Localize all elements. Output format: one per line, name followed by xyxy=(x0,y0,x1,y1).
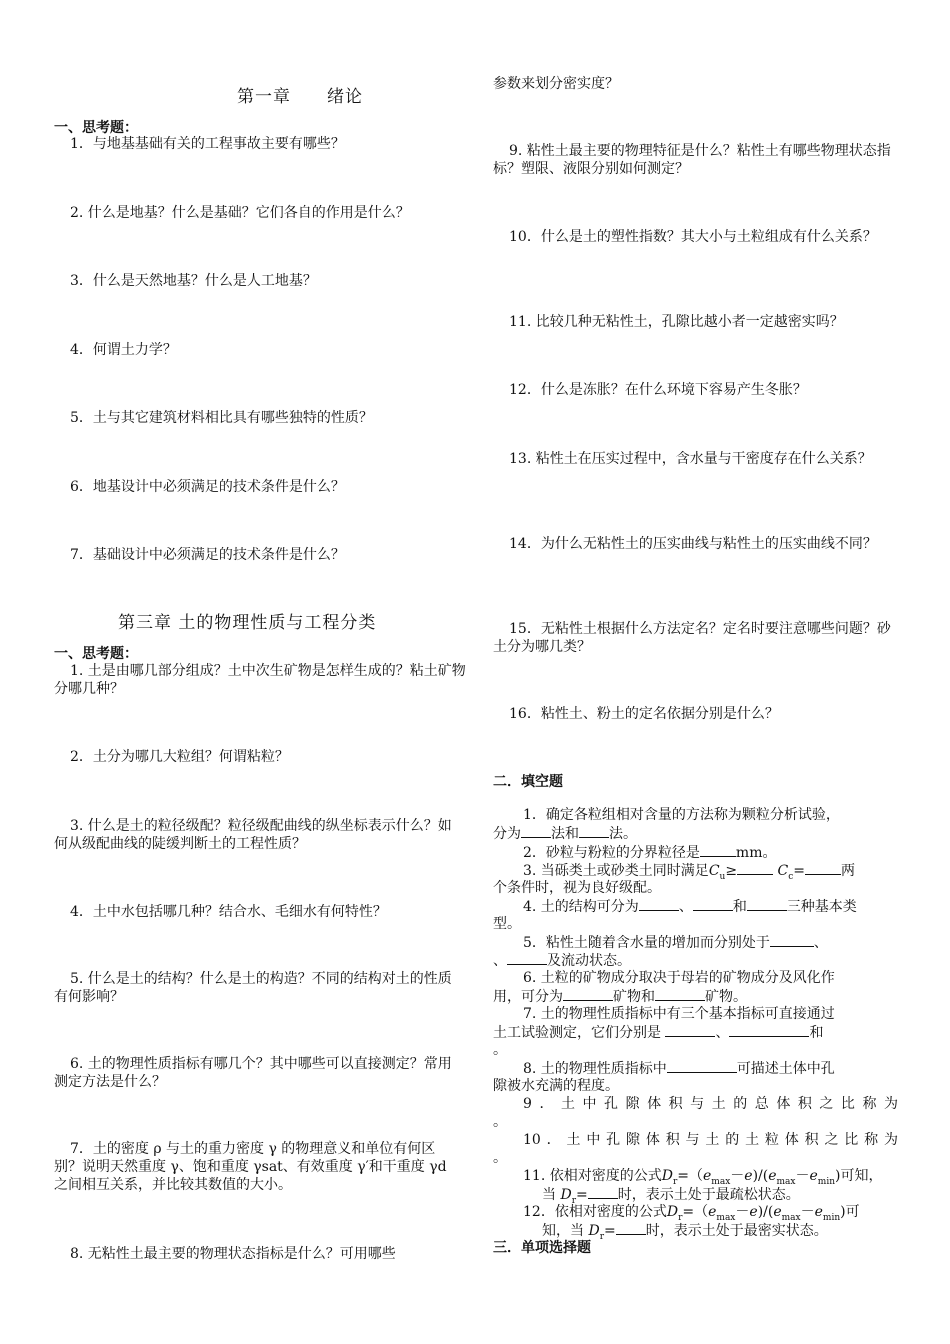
fill-item: 2．砂粒与粉粒的分界粒径是 mm。 xyxy=(523,845,777,861)
fill-item-line: 隙被水充满的程度。 xyxy=(493,1078,619,1094)
question-item: 11. 比较几种无粘性土，孔隙比越小者一定越密实吗？ xyxy=(509,314,844,330)
answer-blank[interactable] xyxy=(639,897,679,911)
answer-blank[interactable] xyxy=(737,861,773,875)
answer-blank[interactable] xyxy=(747,897,787,911)
question-item: 7．基础设计中必须满足的技术条件是什么？ xyxy=(70,547,345,563)
question-item: 9. 粘性土最主要的物理特征是什么？粘性土有哪些物理状态指标？塑限、液限分别如何测定？ xyxy=(493,143,891,177)
answer-blank[interactable] xyxy=(588,1185,618,1199)
chapter1-title: 第一章 绪论 xyxy=(237,87,363,107)
question-item: 1．与地基基础有关的工程事故主要有哪些？ xyxy=(70,136,345,152)
fill-item: 7. 土的物理性质指标中有三个基本指标可直接通过 xyxy=(523,1006,835,1022)
question-item: 8. 无粘性土最主要的物理状态指标是什么？可用哪些 xyxy=(70,1246,396,1262)
question-item: 5. 什么是土的结构？什么是土的构造？不同的结构对土的性质有何影响？ xyxy=(54,971,452,1005)
fill-item-line: 、 及流动状态。 xyxy=(493,953,631,969)
fill-item-line: 知，当 $D_r=$ 时，表示土处于最密实状态。 xyxy=(542,1223,828,1242)
fill-item-line: 。 xyxy=(493,1042,507,1058)
fill-item: 11. 依相对密度的公式$D_r=(e_{max}-e)/(e_{max}-e_{min})$可知， xyxy=(523,1168,883,1187)
question-item: 3. 什么是土的粒径级配？粒径级配曲线的纵坐标表示什么？如何从级配曲线的陡缓判断土的工程性质？ xyxy=(54,818,452,852)
answer-blank[interactable] xyxy=(770,933,814,947)
fill-item: 5．粘性土随着含水量的增加而分别处于 、 xyxy=(523,935,828,951)
fill-item: 12．依相对密度的公式$D_r=(e_{max}-e)/(e_{max}-e_{min})$可 xyxy=(523,1204,860,1223)
question-item: 12．什么是冻胀？在什么环境下容易产生冬胀？ xyxy=(509,382,807,398)
fill-item-line: 当 $D_r=$ 时，表示土处于最疏松状态。 xyxy=(542,1187,800,1206)
answer-blank[interactable] xyxy=(805,861,841,875)
answer-blank[interactable] xyxy=(507,951,547,965)
section-heading: 一、思考题： xyxy=(54,646,138,662)
fill-item: 10．土中孔隙体积与土的土粒体积之比称为 xyxy=(523,1132,898,1148)
question-item: 16．粘性土、粉土的定名依据分别是什么？ xyxy=(509,706,779,722)
answer-blank[interactable] xyxy=(665,1023,715,1037)
answer-blank[interactable] xyxy=(693,897,733,911)
question-item: 4．土中水包括哪几种？结合水、毛细水有何特性？ xyxy=(70,904,387,920)
answer-blank[interactable] xyxy=(700,843,736,857)
answer-blank[interactable] xyxy=(579,824,609,838)
question-item: 4．何谓土力学？ xyxy=(70,342,177,358)
fill-item: 9．土中孔隙体积与土的总体积之比称为 xyxy=(523,1096,898,1112)
fill-item-line: 分为 法和 法。 xyxy=(493,826,637,842)
question-continuation: 参数来划分密实度？ xyxy=(493,76,619,92)
question-item: 1. 土是由哪几部分组成？土中次生矿物是怎样生成的？粘土矿物分哪几种？ xyxy=(54,663,466,697)
question-item: 3．什么是天然地基？什么是人工地基？ xyxy=(70,273,317,289)
fill-item-line: 用，可分为 矿物和 矿物。 xyxy=(493,989,747,1005)
fill-item: 1．确定各粒组相对含量的方法称为颗粒分析试验， xyxy=(523,807,840,823)
question-item: 13. 粘性土在压实过程中，含水量与干密度存在什么关系？ xyxy=(509,451,872,467)
fill-item-line: 土工试验测定，它们分别是 、 和 xyxy=(493,1025,824,1041)
fill-item: 8. 土的物理性质指标中 可描述土体中孔 xyxy=(523,1061,835,1077)
fill-item: 4. 土的结构可分为 、 和 三种基本类 xyxy=(523,899,857,915)
section-heading: 三．单项选择题 xyxy=(493,1240,591,1256)
section-heading: 二．填空题 xyxy=(493,774,563,790)
answer-blank[interactable] xyxy=(616,1221,646,1235)
question-item: 5．土与其它建筑材料相比具有哪些独特的性质？ xyxy=(70,410,373,426)
section-heading: 一、思考题： xyxy=(54,120,138,136)
question-item: 15．无粘性土根据什么方法定名？定名时要注意哪些问题？砂土分为哪几类？ xyxy=(493,621,891,655)
answer-blank[interactable] xyxy=(729,1023,809,1037)
fill-item-line: 个条件时，视为良好级配。 xyxy=(493,880,661,896)
fill-item: 3. 当砾类土或砂类土同时满足$C_u\ge C_c=$ 两 xyxy=(523,863,856,882)
question-item: 6．地基设计中必须满足的技术条件是什么？ xyxy=(70,479,345,495)
question-item: 2．土分为哪几大粒组？何谓粘粒？ xyxy=(70,749,289,765)
answer-blank[interactable] xyxy=(521,824,551,838)
question-item: 2. 什么是地基？什么是基础？它们各自的作用是什么？ xyxy=(70,205,410,221)
fill-item-line: 型。 xyxy=(493,916,521,932)
answer-blank[interactable] xyxy=(563,987,613,1001)
fill-item-line: 。 xyxy=(493,1114,507,1130)
fill-item: 6. 土粒的矿物成分取决于母岩的矿物成分及风化作 xyxy=(523,970,835,986)
answer-blank[interactable] xyxy=(667,1059,737,1073)
question-item: 7．土的密度 ρ 与土的重力密度 γ 的物理意义和单位有何区别？说明天然重度 γ、饱和重度 γsat、有效重度 γ′和干重度 γd 之间相互关系，并比较其数值的大小。 xyxy=(54,1141,447,1193)
fill-item-line: 。 xyxy=(493,1150,507,1166)
question-item: 10．什么是土的塑性指数？其大小与土粒组成有什么关系？ xyxy=(509,229,877,245)
chapter3-title: 第三章 土的物理性质与工程分类 xyxy=(118,613,377,633)
question-item: 14．为什么无粘性土的压实曲线与粘性土的压实曲线不同？ xyxy=(509,536,877,552)
question-item: 6. 土的物理性质指标有哪几个？其中哪些可以直接测定？常用测定方法是什么？ xyxy=(54,1056,452,1090)
answer-blank[interactable] xyxy=(655,987,705,1001)
